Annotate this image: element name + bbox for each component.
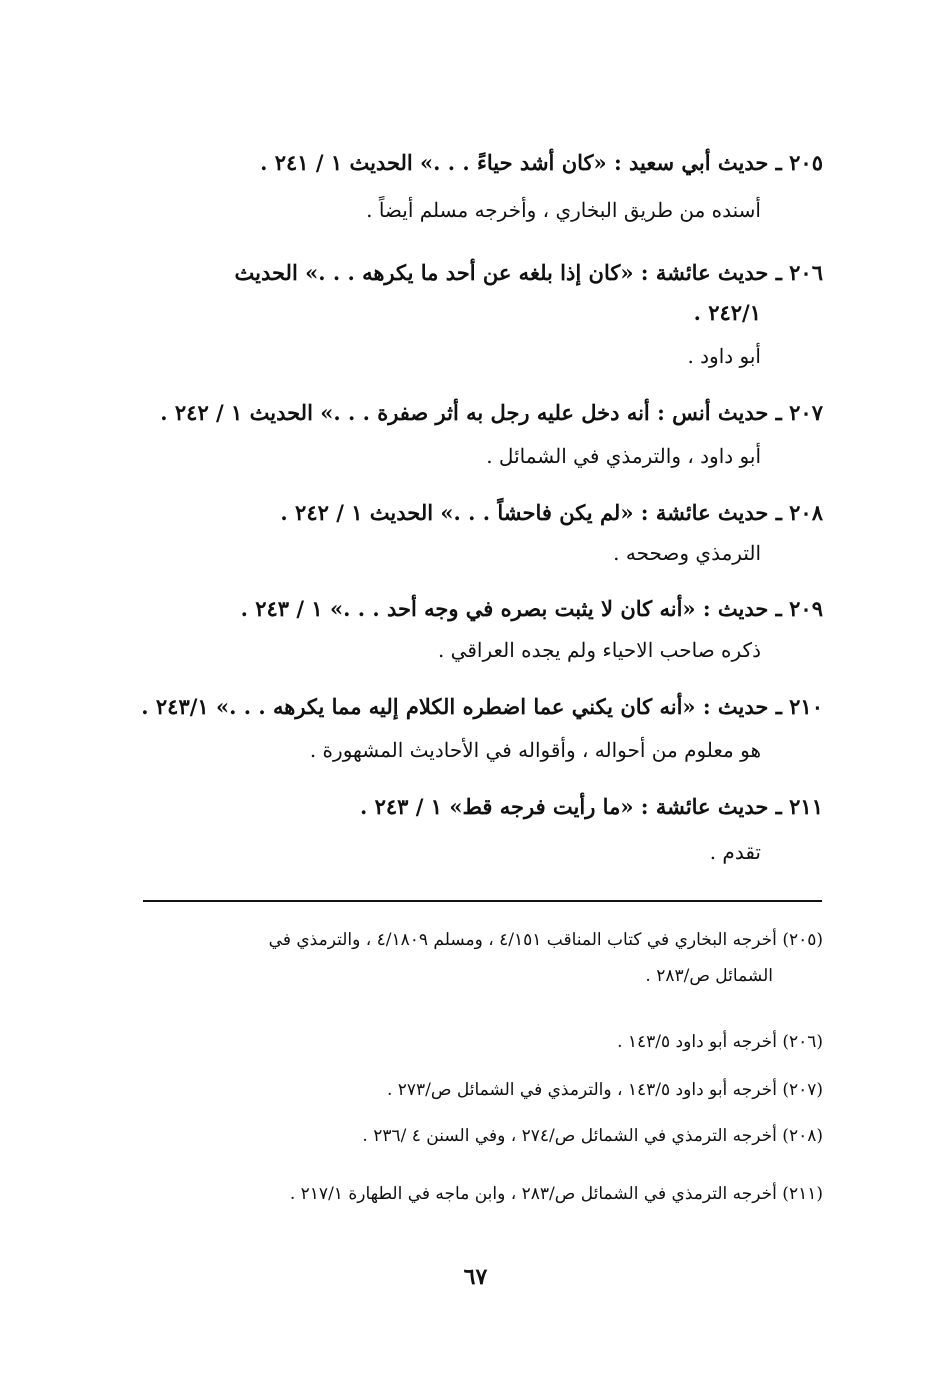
hadith-206-commentary: أبو داود . <box>687 344 761 368</box>
footnote-205-line2: الشمائل ص/٢٨٣ . <box>645 966 773 986</box>
hadith-205-commentary: أسنده من طريق البخاري ، وأخرجه مسلم أيضاً . <box>366 198 761 222</box>
hadith-207-commentary: أبو داود ، والترمذي في الشمائل . <box>486 444 761 468</box>
hadith-210-heading: ٢١٠ ـ حديث : «أنه كان يكني عما اضطره الكلام إليه مما يكرهه . . .» ٢٤٣/١ . <box>141 694 823 719</box>
footnote-211: (٢١١) أخرجه الترمذي في الشمائل ص/٢٨٣ ، وابن ماجه في الطهارة ٢١٧/١ . <box>289 1184 823 1204</box>
footnote-206: (٢٠٦) أخرجه أبو داود ١٤٣/٥ . <box>617 1032 823 1052</box>
hadith-211-heading: ٢١١ ـ حديث عائشة : «ما رأيت فرجه قط» ١ / ٢٤٣ . <box>359 794 823 819</box>
hadith-208-commentary: الترمذي وصححه . <box>613 541 761 565</box>
page-number: ٦٧ <box>463 1264 488 1290</box>
hadith-206-heading-cont: ٢٤٢/١ . <box>693 300 761 325</box>
hadith-205-heading: ٢٠٥ ـ حديث أبي سعيد : «كان أشد حياءً . . .» الحديث ١ / ٢٤١ . <box>260 150 823 175</box>
footnote-208: (٢٠٨) أخرجه الترمذي في الشمائل ص/٢٧٤ ، وفي السنن ٤ /٢٣٦ . <box>362 1126 823 1146</box>
hadith-211-commentary: تقدم . <box>709 840 761 864</box>
hadith-210-commentary: هو معلوم من أحواله ، وأقواله في الأحاديث المشهورة . <box>309 738 761 762</box>
footnote-separator <box>143 900 822 902</box>
footnote-207: (٢٠٧) أخرجه أبو داود ١٤٣/٥ ، والترمذي في الشمائل ص/٢٧٣ . <box>386 1080 823 1100</box>
footnote-205-line1: (٢٠٥) أخرجه البخاري في كتاب المناقب ٤/١٥١ ، ومسلم ٤/١٨٠٩ ، والترمذي في <box>268 930 823 950</box>
hadith-207-heading: ٢٠٧ ـ حديث أنس : أنه دخل عليه رجل به أثر صفرة . . .» الحديث ١ / ٢٤٢ . <box>160 400 823 425</box>
hadith-209-heading: ٢٠٩ ـ حديث : «أنه كان لا يثبت بصره في وجه أحد . . .» ١ / ٢٤٣ . <box>240 596 823 621</box>
hadith-208-heading: ٢٠٨ ـ حديث عائشة : «لم يكن فاحشاً . . .» الحديث ١ / ٢٤٢ . <box>280 500 823 525</box>
hadith-206-heading: ٢٠٦ ـ حديث عائشة : «كان إذا بلغه عن أحد ما يكرهه . . .» الحديث <box>234 260 823 285</box>
hadith-209-commentary: ذكره صاحب الاحياء ولم يجده العراقي . <box>437 638 761 662</box>
